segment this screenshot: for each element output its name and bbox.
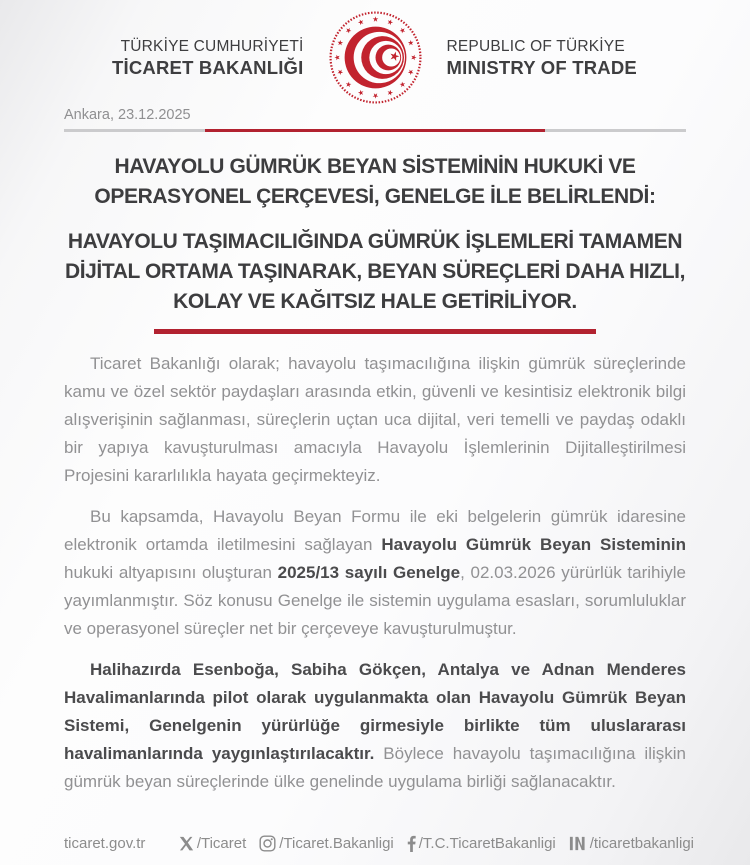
social-links-row (179, 835, 694, 852)
ministry-of-trade-emblem-icon (328, 10, 423, 105)
paragraph-text: Ticaret Bakanlığı olarak; havayolu taşımacılığına ilişkin gümrük süreçlerinde kamu ve özel sektör paydaşları arasında etkin, güvenli ve kesintisiz elektronik bilgi alışverişinin sağlanması, süreçlerin uçtan uca dijital, veri temelli ve paydaş odaklı bir yapıya kavuşturulması amacıyla Havayolu İşlemlerinin Dijitalleştirilmesi Projesini kararlılıkla hayata geçirmekteyiz. (64, 353, 686, 485)
body-paragraph (64, 503, 686, 643)
press-release-body (0, 152, 750, 796)
body-paragraph (64, 656, 686, 796)
social-handle: /Ticaret.Bakanligi (279, 835, 394, 852)
nsosyal-icon (569, 836, 587, 851)
paragraph-bold-text: 2025/13 sayılı Genelge (277, 562, 461, 582)
social-handle: /T.C.TicaretBakanligi (418, 835, 556, 852)
header-title-turkish (64, 37, 304, 79)
header-rule (64, 129, 686, 132)
paragraph-text: Böylece havayolu taşımacılığına ilişkin gümrük beyan süreçlerinde ülke genelinde uygulama birliği sağlanacaktır. (64, 743, 686, 791)
paragraph-bold-text: Halihazırda Esenboğa, Sabiha Gökçen, Antalya ve Adnan Menderes Havalimanlarında pilot olarak uygulanmakta olan Havayolu Gümrük Beyan Sistemi, Genelgenin yürürlüğe girmesiyle birlikte tüm uluslararası havalimanlarında yaygınlaştırılacaktır. (64, 659, 686, 763)
header-country-tr: TÜRKİYE CUMHURİYETİ (120, 37, 304, 55)
footer-website-link[interactable]: ticaret.gov.tr (64, 835, 146, 852)
header (0, 0, 750, 105)
instagram-icon (259, 835, 276, 852)
footer (64, 835, 694, 852)
dateline: Ankara, 23.12.2025 (64, 107, 191, 123)
paragraph-bold-text: Havayolu Gümrük Beyan Sisteminin (381, 534, 686, 554)
paragraph-text: hukuki altyapısını oluşturan (64, 562, 278, 582)
headline-primary: HAVAYOLU GÜMRÜK BEYAN SİSTEMİNİN HUKUKİ VE OPERASYONEL ÇERÇEVESİ, GENELGE İLE BELİRLENDİ: (94, 155, 656, 208)
social-link-instagram[interactable] (259, 835, 394, 852)
facebook-icon (407, 835, 416, 852)
header-ministry-tr: TİCARET BAKANLIĞI (112, 56, 304, 78)
header-country-en: REPUBLIC OF TÜRKİYE (446, 37, 625, 55)
paragraph-text: , 02.03.2026 yürürlük tarihiyle yayımlanmıştır. Söz konusu Genelge ile sistemin uygulama esasları, sorumluluklar ve operasyonel süreçler net bir çerçeveye kavuşturulmuştur. (64, 562, 687, 638)
headline-secondary: HAVAYOLU TAŞIMACILIĞINDA GÜMRÜK İŞLEMLERİ TAMAMEN DİJİTAL ORTAMA TAŞINARAK, BEYAN SÜREÇLERİ DAHA HIZLI, KOLAY VE KAĞITSIZ HALE GETİRİLİYOR. (64, 230, 686, 313)
social-link-facebook[interactable] (407, 835, 556, 852)
header-ministry-en: MINISTRY OF TRADE (446, 56, 637, 78)
social-handle: /ticaretbakanligi (589, 835, 694, 852)
social-handle: /Ticaret (196, 835, 247, 852)
red-divider (154, 329, 596, 334)
paragraphs-container (64, 350, 686, 796)
social-link-x[interactable] (179, 835, 246, 852)
header-title-english (447, 37, 687, 79)
social-link-nsosyal[interactable] (569, 835, 694, 852)
paragraph-text: Bu kapsamda, Havayolu Beyan Formu ile eki belgelerin gümrük idaresine elektronik ortamda iletilmesini sağlayan (64, 506, 686, 554)
body-paragraph (64, 350, 686, 490)
header-rule-red-segment (205, 129, 545, 132)
x-icon (179, 836, 194, 851)
